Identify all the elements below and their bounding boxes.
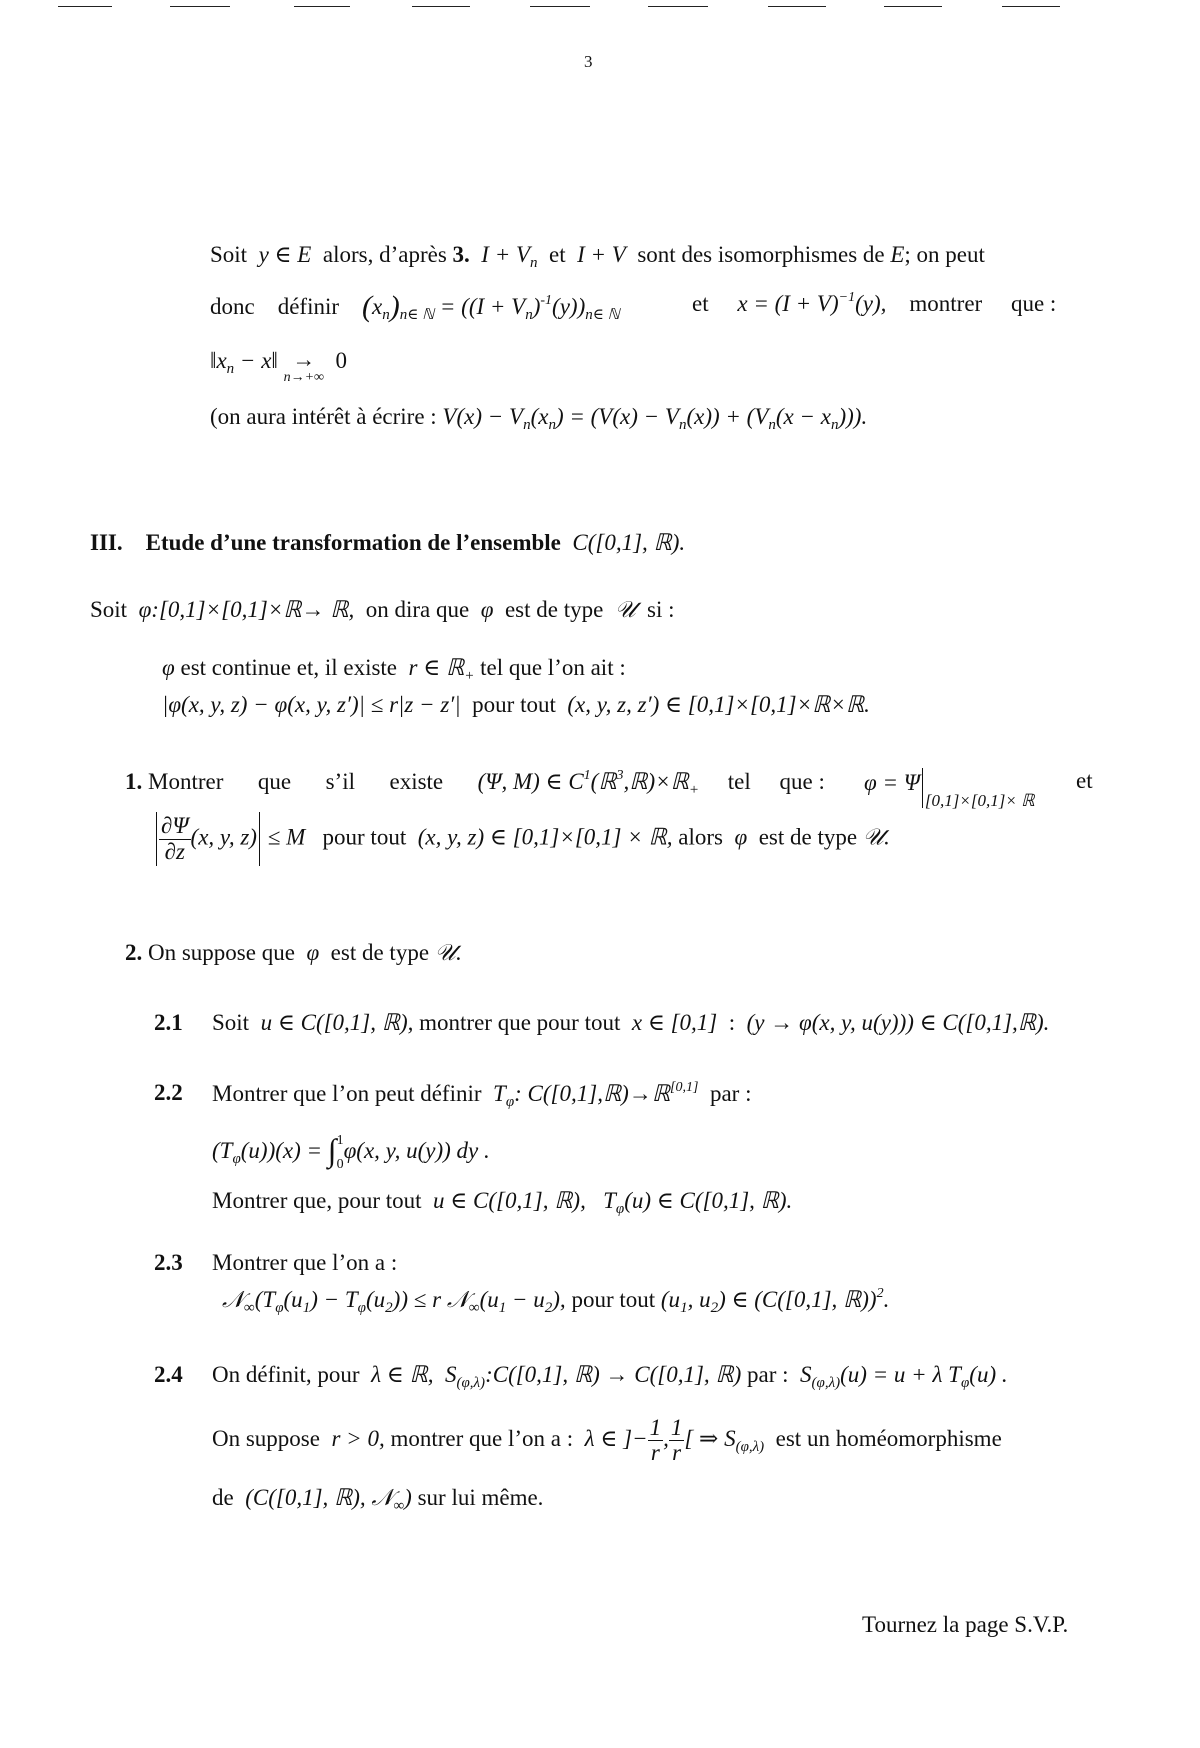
math xyxy=(737,291,886,316)
fraction-denominator: r xyxy=(672,1440,682,1466)
text: et xyxy=(692,291,709,316)
math: (x, y, z) xyxy=(190,824,257,850)
math: (C([0,1], ℝ), xyxy=(245,1485,366,1510)
math xyxy=(603,1188,793,1217)
math: $(x_n)_{n\in ℕ}$ xyxy=(362,290,435,323)
math-part: ) xyxy=(577,294,586,319)
math: φ = Ψ xyxy=(864,770,920,795)
text: pour tout xyxy=(571,1287,656,1312)
math-part: (ℝ xyxy=(590,769,617,794)
text: sont des isomorphismes de xyxy=(637,242,885,267)
type-symbol: 𝒰 xyxy=(434,940,456,966)
section-title-math: C([0,1], ℝ). xyxy=(572,530,686,555)
math-part: − u xyxy=(506,1287,545,1312)
text: Soit xyxy=(210,242,248,267)
text: que xyxy=(257,769,292,794)
top-rule xyxy=(884,6,942,7)
question-2-3-number: 2.3 xyxy=(154,1250,183,1275)
math-part: (Ψ, M) ∈ C xyxy=(477,769,584,794)
math-part: x xyxy=(372,294,383,319)
math: u ∈ C([0,1], ℝ), xyxy=(433,1188,586,1213)
partial-derivative xyxy=(159,814,191,863)
page-number: 3 xyxy=(584,52,593,71)
math: φ xyxy=(480,597,494,622)
subscript: n xyxy=(768,417,776,433)
section-heading xyxy=(90,530,685,556)
superscript: 2 xyxy=(876,1286,884,1301)
math-part: ) = (V(x) − V xyxy=(555,404,679,429)
subscript: + xyxy=(688,782,700,798)
norm-symbol: 𝒩 xyxy=(222,1287,245,1313)
subscript: 1 xyxy=(680,1300,688,1316)
subscript: φ xyxy=(505,1094,515,1110)
ref: 3. xyxy=(452,242,470,267)
subscript: n∈ ℕ xyxy=(585,307,620,323)
math xyxy=(477,768,700,798)
math: (x, y, z) ∈ [0,1]×[0,1] × ℝ, xyxy=(417,824,673,850)
math-part: x = (I + V) xyxy=(737,291,839,316)
subscript: ∞ xyxy=(393,1498,405,1514)
math xyxy=(660,1286,890,1316)
top-rule xyxy=(768,6,826,7)
math-part: (y), xyxy=(855,291,887,316)
subscript: n xyxy=(548,417,556,433)
text: tel que l’on ait : xyxy=(480,655,626,680)
restriction-domain: [0,1]×[0,1]× ℝ xyxy=(924,791,1035,810)
intro-line-3 xyxy=(210,348,347,385)
subscript: φ xyxy=(960,1375,970,1391)
math-part: ) − T xyxy=(310,1287,358,1312)
text: On suppose xyxy=(212,1425,320,1451)
math xyxy=(212,1138,328,1167)
superscript: 1 xyxy=(583,768,591,783)
top-rule xyxy=(58,6,112,7)
text: alors, d’après xyxy=(322,242,447,267)
type-symbol: 𝒰 xyxy=(614,597,636,623)
math: λ ∈ ]− xyxy=(584,1425,648,1451)
math-part: :C([0,1], ℝ) → C([0,1], ℝ) xyxy=(485,1362,742,1387)
question-1-restriction xyxy=(864,768,1035,811)
abs-bar-right xyxy=(259,812,260,866)
math: ≤ M xyxy=(267,824,306,850)
text: donc xyxy=(210,294,255,319)
question-2-1 xyxy=(212,1010,1049,1036)
math xyxy=(481,242,538,271)
derivative-numerator: ∂Ψ xyxy=(161,813,189,839)
math-part: [ ⇒ S xyxy=(684,1425,736,1451)
math-part: ), xyxy=(552,1287,566,1312)
text: on dira que xyxy=(365,597,470,622)
math: x ∈ [0,1] xyxy=(631,1010,718,1035)
math-part: T xyxy=(493,1081,506,1106)
math-part: (I + V xyxy=(468,294,526,319)
text: est de type xyxy=(330,940,430,965)
limit: n→+∞ xyxy=(283,370,325,385)
subscript: n xyxy=(523,417,531,433)
math-part: (y) xyxy=(552,294,578,319)
math: φ:[0,1]×[0,1]×ℝ→ ℝ, xyxy=(138,597,355,622)
text: (on aura intérêt à écrire : xyxy=(210,404,443,429)
text: alors xyxy=(678,824,723,850)
subscript: φ xyxy=(232,1151,241,1167)
question-2-2-line-1 xyxy=(212,1080,751,1111)
math xyxy=(210,348,278,377)
subscript: n∈ ℕ xyxy=(399,307,435,323)
math: 0 xyxy=(335,348,348,373)
norm-symbol: 𝒩 xyxy=(371,1485,394,1511)
subscript: 2 xyxy=(710,1300,719,1316)
text: sur lui même. xyxy=(417,1485,544,1510)
condition-line-1 xyxy=(162,655,626,685)
text: montrer que l’on a : xyxy=(390,1425,574,1451)
math-part: S xyxy=(445,1362,457,1387)
math-part: ) ∈ (C([0,1], ℝ)) xyxy=(718,1287,877,1312)
top-rule xyxy=(648,6,708,7)
math-part: . xyxy=(883,1287,890,1312)
fraction xyxy=(648,1416,664,1465)
math-part: (T xyxy=(212,1138,233,1163)
math-part: , u xyxy=(687,1287,711,1312)
math-part: r ∈ ℝ xyxy=(408,655,465,680)
math-part: (u xyxy=(479,1287,499,1312)
text: tel xyxy=(727,769,751,794)
text: définir xyxy=(277,294,340,319)
footer-note: Tournez la page S.V.P. xyxy=(862,1612,1069,1637)
subscript: n xyxy=(678,417,687,433)
subscript: φ xyxy=(357,1300,366,1316)
text: Montrer que l’on peut définir xyxy=(212,1081,482,1106)
subscript: n xyxy=(530,255,538,271)
math xyxy=(684,1425,765,1455)
text: est de type xyxy=(758,824,858,850)
question-2 xyxy=(125,940,461,966)
math xyxy=(800,1362,1008,1391)
math-part: I + V xyxy=(481,242,531,267)
math-part: (u xyxy=(660,1287,681,1312)
question-2-3-formula xyxy=(222,1286,889,1317)
integral-sign: ∫ xyxy=(327,1132,337,1168)
text: Montrer xyxy=(148,769,224,794)
subscript: n xyxy=(525,307,533,323)
intro-line-2 xyxy=(210,290,620,324)
text: est continue et, il existe xyxy=(180,655,398,680)
math-part: (x − x xyxy=(775,404,831,429)
math-part: T xyxy=(603,1188,616,1213)
question-2-2-line-3 xyxy=(212,1188,792,1218)
math-part: : C([0,1],ℝ)→ℝ xyxy=(514,1081,671,1106)
section-roman: III. xyxy=(90,530,123,555)
integral-upper: 1 xyxy=(336,1132,344,1148)
fraction-numerator: 1 xyxy=(670,1415,683,1440)
subscript: 1 xyxy=(302,1300,311,1316)
math-part: (x)) + (V xyxy=(686,404,769,429)
question-number: 2. xyxy=(125,940,143,965)
norm-symbol: 𝒩 xyxy=(446,1287,469,1313)
question-1-line-1 xyxy=(125,768,825,799)
superscript: −1 xyxy=(838,290,856,305)
intro-line-4 xyxy=(210,404,867,434)
subscript: φ xyxy=(275,1300,284,1316)
text: : xyxy=(728,1010,736,1035)
subscript: (φ,λ) xyxy=(456,1375,486,1391)
math xyxy=(442,404,868,433)
math: φ xyxy=(734,824,748,850)
text: Soit xyxy=(90,597,128,622)
math-part: (u))(x) = xyxy=(240,1138,328,1163)
question-1-et: et xyxy=(1076,768,1093,793)
subscript: + xyxy=(464,668,475,684)
question-2-2-number: 2.2 xyxy=(154,1080,183,1105)
math: φ xyxy=(162,655,175,680)
text: que : xyxy=(779,769,825,794)
math: = $((I + V_n)^{-1}(y))_{n\in ℕ}$ xyxy=(439,293,620,323)
section-title: Etude d’une transformation de l’ensemble xyxy=(145,530,561,555)
text: montrer xyxy=(909,291,983,316)
top-rule xyxy=(294,6,350,7)
math-part: − x‖ xyxy=(234,348,278,373)
question-2-1-number: 2.1 xyxy=(154,1010,183,1035)
superscript: 3 xyxy=(616,768,624,783)
subscript: ∞ xyxy=(244,1300,255,1316)
text: si : xyxy=(647,597,675,622)
math-part: = ( xyxy=(439,294,469,319)
superscript: -1 xyxy=(540,293,553,308)
math: , xyxy=(663,1425,669,1451)
text: par : xyxy=(747,1362,789,1387)
math-part: )) ≤ r xyxy=(392,1287,447,1312)
fraction-denominator: r xyxy=(650,1440,660,1466)
math-part: (u xyxy=(283,1287,303,1312)
text: pour tout xyxy=(322,824,407,850)
intro-line-2-right xyxy=(692,290,1056,317)
math-part: V(x) − V xyxy=(442,404,524,429)
text: Montrer que, pour tout xyxy=(212,1188,422,1213)
top-rule xyxy=(1002,6,1060,7)
question-2-4-line-1 xyxy=(212,1362,1008,1392)
math: φ(x, y, u(y)) dy . xyxy=(343,1138,490,1163)
subscript: n xyxy=(226,361,235,377)
text: ; on peut xyxy=(904,242,985,267)
subscript: 1 xyxy=(498,1300,507,1316)
math: E xyxy=(890,242,905,267)
subscript: 2 xyxy=(385,1300,393,1316)
text: On suppose que xyxy=(148,940,295,965)
text: que : xyxy=(1010,291,1057,316)
text: est un homéomorphisme xyxy=(775,1425,1002,1451)
abs-bar-left xyxy=(156,812,157,866)
math: I + V xyxy=(577,242,626,267)
math xyxy=(222,1287,566,1316)
type-symbol: 𝒰 xyxy=(862,824,884,851)
math: (y → φ(x, y, u(y))) ∈ C([0,1],ℝ). xyxy=(746,1010,1050,1035)
condition-line-2 xyxy=(162,692,870,718)
text: s’il xyxy=(325,769,355,794)
text: montrer que pour tout xyxy=(419,1010,621,1035)
text: . xyxy=(883,824,890,850)
math: r > 0, xyxy=(331,1425,385,1451)
top-rule xyxy=(170,6,230,7)
text: Soit xyxy=(212,1010,250,1035)
top-rule xyxy=(530,6,590,7)
math-part: (u) ∈ C([0,1], ℝ). xyxy=(624,1188,793,1213)
math: (x, y, z, z′) ∈ [0,1]×[0,1]×ℝ×ℝ. xyxy=(567,692,870,717)
text: . xyxy=(455,940,462,965)
math: ) xyxy=(404,1485,412,1510)
question-2-4-line-2 xyxy=(212,1416,1002,1465)
text: de xyxy=(212,1485,234,1510)
math-part: ‖x xyxy=(210,348,227,373)
arrow: → xyxy=(292,347,316,372)
math-part: (u) . xyxy=(969,1362,1008,1387)
subscript: 2 xyxy=(544,1300,553,1316)
question-2-4-number: 2.4 xyxy=(154,1362,183,1387)
math-part: ,ℝ)×ℝ xyxy=(623,769,689,794)
math xyxy=(445,1362,742,1391)
text: et xyxy=(549,242,566,267)
math: λ ∈ ℝ, xyxy=(371,1362,434,1387)
text: est de type xyxy=(504,597,604,622)
question-number: 1. xyxy=(125,769,143,794)
subscript: ∞ xyxy=(468,1300,480,1316)
restriction-bar xyxy=(922,768,923,808)
text: par : xyxy=(709,1081,752,1106)
fraction-numerator: 1 xyxy=(649,1415,662,1440)
math-part: (x xyxy=(530,404,549,429)
math: u ∈ C([0,1], ℝ), xyxy=(260,1010,414,1035)
text: On définit, pour xyxy=(212,1362,360,1387)
definition-line xyxy=(90,597,675,623)
math-part: S xyxy=(800,1362,812,1387)
subscript: n xyxy=(830,417,839,433)
text: existe xyxy=(389,769,444,794)
superscript: [0,1] xyxy=(670,1080,699,1095)
fraction xyxy=(669,1416,685,1465)
math xyxy=(408,655,475,684)
subscript: (φ,λ) xyxy=(735,1438,765,1455)
subscript: φ xyxy=(615,1201,625,1217)
math-part: ))). xyxy=(838,404,868,429)
math: |φ(x, y, z) − φ(x, y, z′)| ≤ r|z − z′| xyxy=(162,692,461,717)
math-part: (u xyxy=(365,1287,386,1312)
math xyxy=(493,1080,699,1110)
math-part: (u) = u + λ T xyxy=(840,1362,961,1387)
question-2-3-line-1: Montrer que l’on a : xyxy=(212,1250,398,1275)
text: pour tout xyxy=(472,692,556,717)
subscript: n xyxy=(382,307,390,323)
math: φ xyxy=(306,940,320,965)
math: y ∈ E xyxy=(258,242,312,267)
derivative-denominator: ∂z xyxy=(164,838,185,864)
question-2-2-formula xyxy=(212,1132,490,1172)
subscript: (φ,λ) xyxy=(811,1375,841,1391)
math-part: (T xyxy=(254,1287,276,1312)
intro-line-1 xyxy=(210,242,985,272)
question-1-line-2 xyxy=(154,812,889,866)
top-rule xyxy=(412,6,470,7)
integral-lower: 0 xyxy=(336,1156,344,1172)
question-2-4-line-3 xyxy=(212,1485,543,1515)
